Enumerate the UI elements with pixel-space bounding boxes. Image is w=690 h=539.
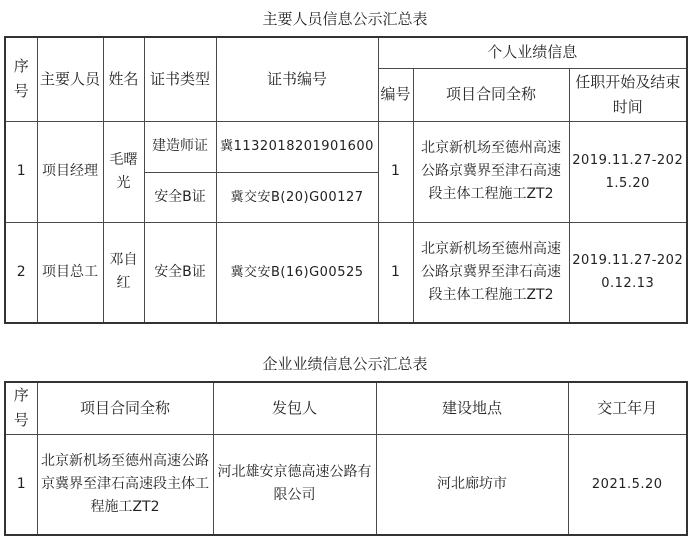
company-row-index: 1 [5,434,37,535]
company-header-location: 建设地点 [376,382,568,434]
company-row-client: 河北雄安京德高速公路有限公司 [213,434,376,535]
company-header-index: 序号 [5,382,37,434]
company-header-project: 项目合同全称 [37,382,213,434]
company-table-title: 企业业绩信息公示汇总表 [262,355,428,373]
header-term: 任职开始及结束时间 [569,68,687,121]
row-name: 毛曙光 [103,121,144,222]
header-cert-no: 证书编号 [216,37,378,121]
header-index: 序号 [5,37,37,121]
company-header-row [5,382,687,434]
row-name: 邓自红 [103,222,144,323]
table-row [5,222,687,323]
company-row-location: 河北廊坊市 [376,434,568,535]
header-perf-index: 编号 [378,68,413,121]
row-cert-no: 冀交安B(20)G00127 [216,172,378,222]
company-row-project: 北京新机场至德州高速公路京冀界至津石高速段主体工程施工ZT2 [37,434,213,535]
row-cert-type: 建造师证 [144,121,216,172]
row-project: 北京新机场至德州高速公路京冀界至津石高速段主体工程施工ZT2 [413,121,569,222]
company-header-client: 发包人 [213,382,376,434]
personnel-table-title: 主要人员信息公示汇总表 [262,10,428,28]
header-project: 项目合同全称 [413,68,569,121]
row-cert-no: 冀交安B(16)G00525 [216,222,378,323]
row-cert-no: 冀1132018201901600 [216,121,378,172]
row-perf-index: 1 [378,222,413,323]
table-row [5,434,687,535]
row-cert-type: 安全B证 [144,222,216,323]
header-role: 主要人员 [37,37,103,121]
header-row-1 [5,37,687,68]
row-index: 2 [5,222,37,323]
personnel-table [4,36,688,324]
company-row-completion: 2021.5.20 [568,434,687,535]
table-row [5,121,687,172]
company-table [4,381,688,536]
row-index: 1 [5,121,37,222]
row-project: 北京新机场至德州高速公路京冀界至津石高速段主体工程施工ZT2 [413,222,569,323]
header-name: 姓名 [103,37,144,121]
row-term: 2019.11.27-2021.5.20 [569,121,687,222]
header-performance-group: 个人业绩信息 [378,37,687,68]
row-role: 项目经理 [37,121,103,222]
row-perf-index: 1 [378,121,413,222]
company-header-completion: 交工年月 [568,382,687,434]
header-cert-type: 证书类型 [144,37,216,121]
row-cert-type: 安全B证 [144,172,216,222]
row-term: 2019.11.27-2020.12.13 [569,222,687,323]
row-role: 项目总工 [37,222,103,323]
